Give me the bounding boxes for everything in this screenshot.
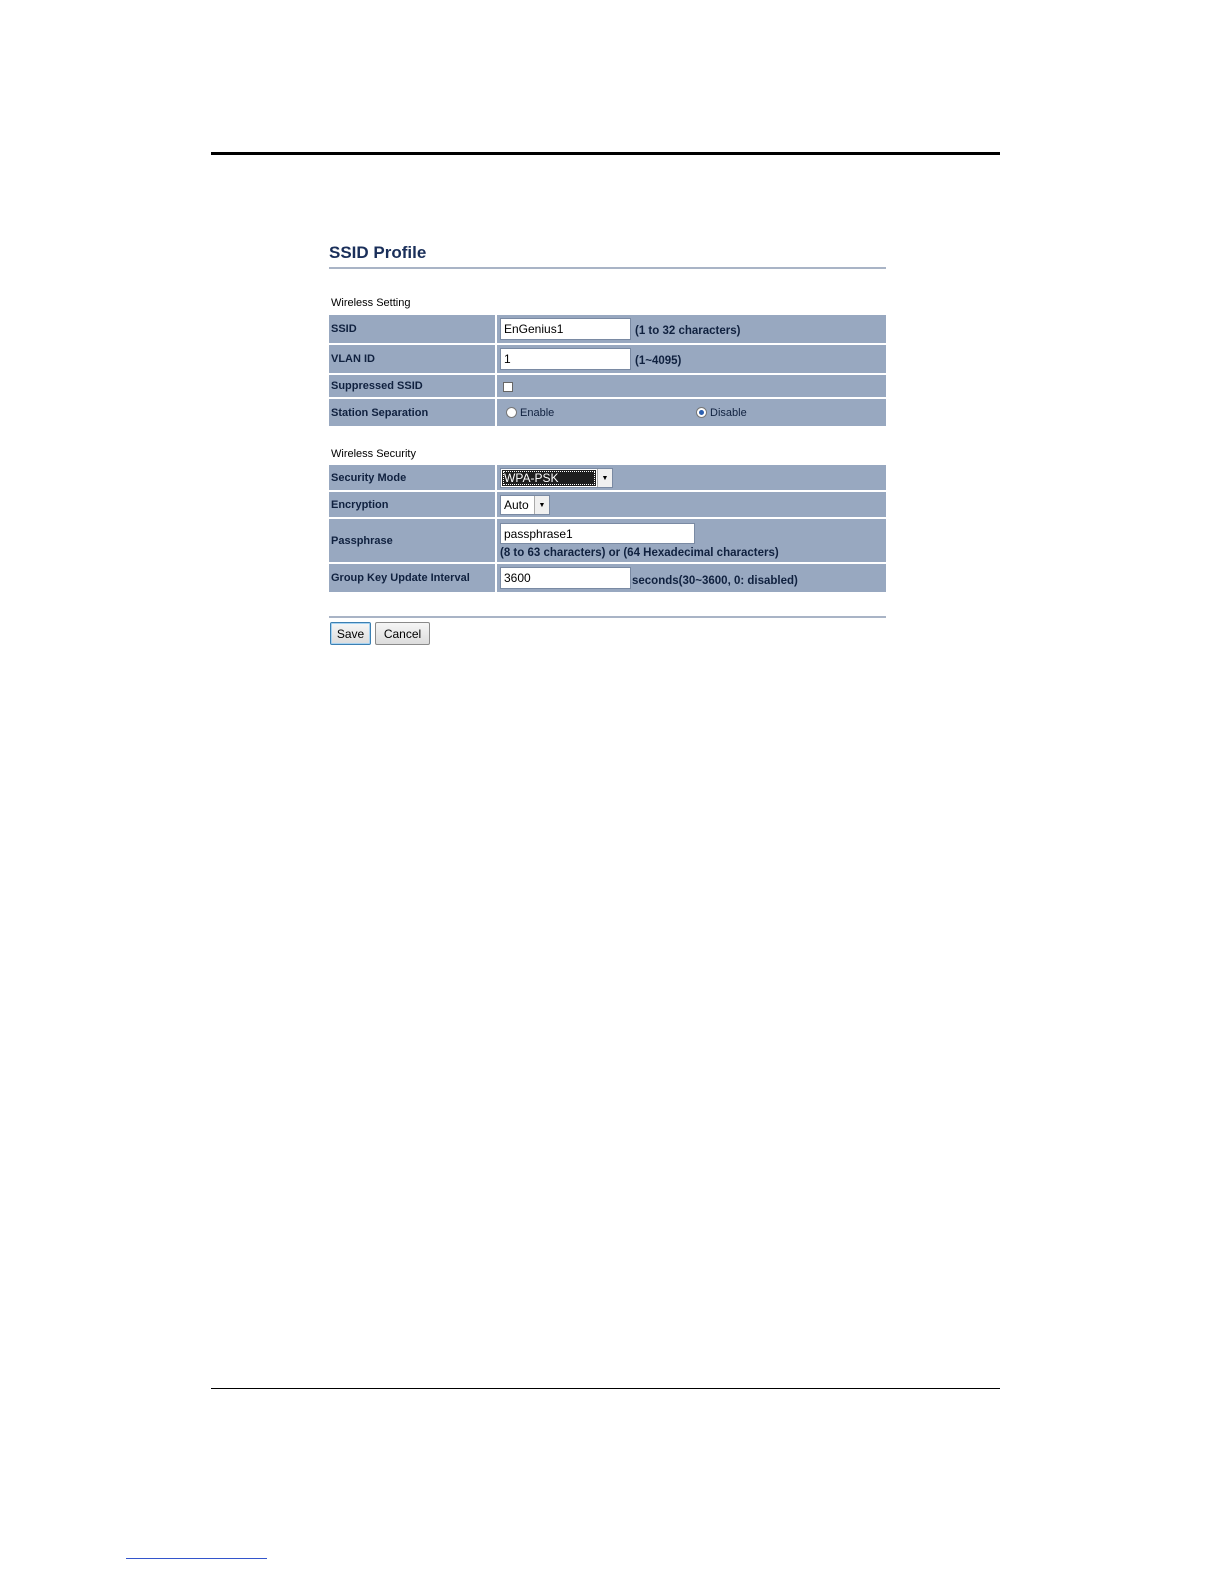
ssid-label: SSID [329, 315, 495, 343]
passphrase-input[interactable] [500, 523, 695, 544]
group-key-interval-row [329, 564, 886, 592]
passphrase-hint: (8 to 63 characters) or (64 Hexadecimal characters) [500, 547, 779, 559]
station-separation-value-cell [497, 399, 886, 426]
encryption-label: Encryption [329, 492, 495, 517]
suppressed-ssid-row [329, 375, 886, 397]
chevron-down-icon: ▼ [534, 496, 549, 514]
station-separation-disable-radio[interactable] [696, 407, 707, 418]
passphrase-row [329, 519, 886, 562]
vlan-id-input[interactable] [500, 348, 631, 370]
vlan-id-label: VLAN ID [329, 345, 495, 373]
form-footer-divider [329, 616, 886, 618]
ssid-value-cell [497, 315, 886, 343]
station-separation-enable-label: Enable [520, 407, 555, 419]
vlan-id-hint: (1~4095) [635, 355, 682, 367]
vlan-id-value-cell [497, 345, 886, 373]
security-mode-select[interactable] [500, 468, 613, 488]
wireless-security-heading: Wireless Security [331, 448, 416, 460]
save-button[interactable]: Save [330, 622, 371, 645]
ssid-input[interactable] [500, 318, 631, 340]
cancel-button[interactable]: Cancel [375, 622, 430, 645]
page-header-rule [211, 152, 1000, 155]
suppressed-ssid-label: Suppressed SSID [329, 375, 495, 397]
group-key-interval-value-cell [497, 564, 886, 592]
wireless-setting-heading: Wireless Setting [331, 297, 411, 309]
chevron-down-icon: ▼ [597, 469, 612, 487]
passphrase-value-cell [497, 519, 886, 562]
ssid-row [329, 315, 886, 343]
suppressed-ssid-value-cell [497, 375, 886, 397]
title-divider [329, 267, 886, 269]
station-separation-enable-radio[interactable] [506, 407, 517, 418]
group-key-interval-label: Group Key Update Interval [329, 564, 495, 592]
vlan-id-row [329, 345, 886, 373]
security-mode-label: Security Mode [329, 465, 495, 490]
encryption-select[interactable] [500, 495, 550, 515]
security-mode-selected-value: WPA-PSK [502, 470, 596, 486]
page-title: SSID Profile [329, 243, 427, 262]
suppressed-ssid-checkbox[interactable] [503, 382, 513, 392]
footnote-link-underline [126, 1558, 267, 1559]
station-separation-label: Station Separation [329, 399, 495, 426]
encryption-value-cell [497, 492, 886, 517]
encryption-selected-value: Auto [504, 498, 529, 512]
page-footer-rule [211, 1388, 1000, 1389]
encryption-row [329, 492, 886, 517]
passphrase-label: Passphrase [329, 519, 495, 562]
station-separation-row [329, 399, 886, 426]
group-key-interval-input[interactable] [500, 567, 631, 589]
group-key-interval-hint: seconds(30~3600, 0: disabled) [632, 575, 798, 587]
ssid-profile-panel [329, 241, 886, 641]
security-mode-row [329, 465, 886, 490]
ssid-hint: (1 to 32 characters) [635, 325, 741, 337]
station-separation-disable-label: Disable [710, 407, 747, 419]
security-mode-value-cell [497, 465, 886, 490]
